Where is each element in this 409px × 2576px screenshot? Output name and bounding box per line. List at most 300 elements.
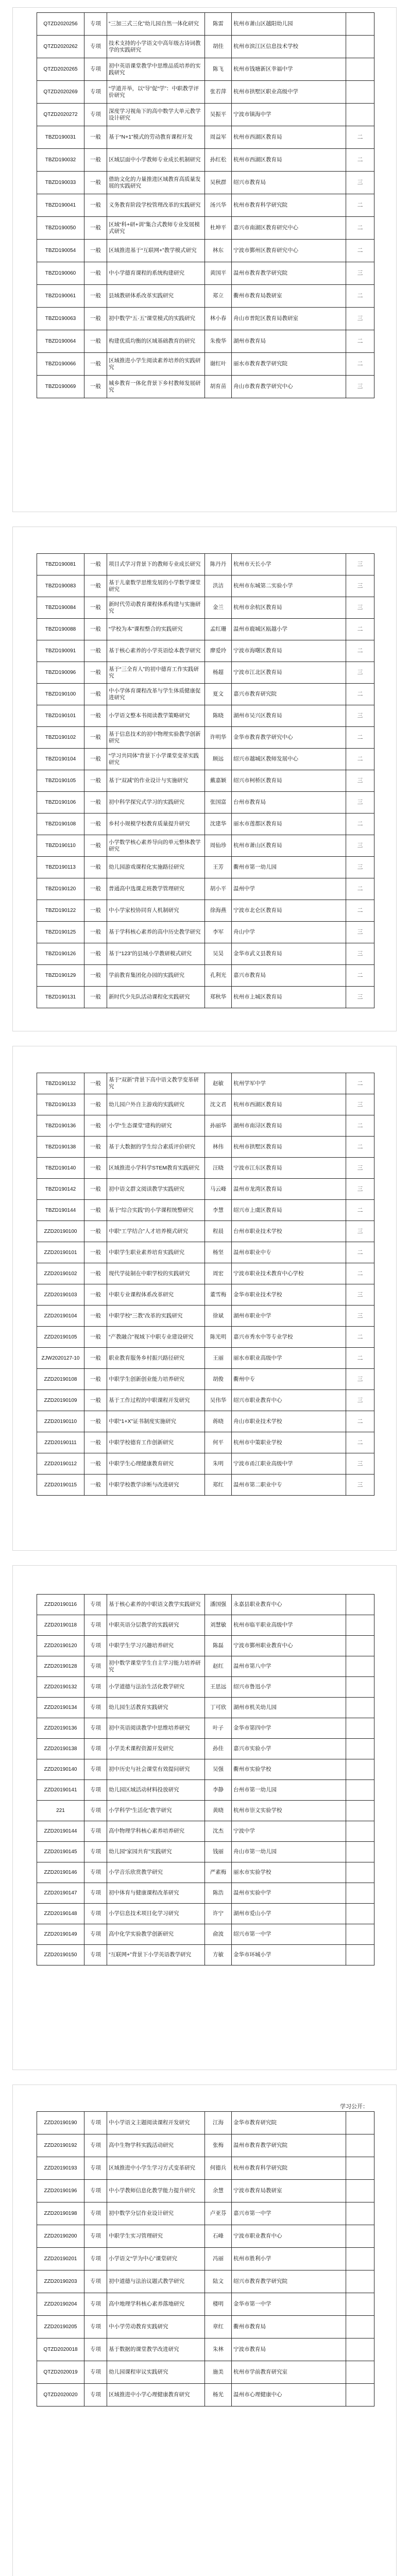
cell-title: “三加三式三化”幼儿园自然一体化研究	[107, 13, 205, 36]
cell-title: 中小学德育课程的系统构建研究	[107, 262, 205, 285]
cell-org: 宁波市教育局	[232, 2338, 346, 2361]
cell-org: 湖州市机关幼儿园	[232, 1698, 346, 1718]
cell-org: 舟山市第一幼儿园	[232, 1842, 346, 1862]
cell-grade: 三	[346, 1179, 374, 1200]
cell-title: 中职学生实习管理研究	[107, 2225, 205, 2248]
cell-title: 乡村小规模学校教育质量提升研究	[107, 814, 205, 835]
cell-grade: 二	[346, 149, 374, 172]
cell-name: 严素梅	[205, 1862, 232, 1883]
cell-id: QTZD2020272	[37, 104, 84, 126]
cell-grade: 二	[346, 217, 374, 240]
cell-org: 杭州市西湖区教育局	[232, 126, 346, 149]
cell-id: TBZD190054	[37, 240, 84, 262]
cell-type: 一般	[84, 684, 107, 705]
cell-title: 城乡教育一体化背景下乡村教师发展研究	[107, 376, 205, 398]
cell-title: 基于“123”的县域小学教研模式研究	[107, 943, 205, 965]
cell-grade	[346, 1636, 374, 1656]
cell-grade: 三	[346, 662, 374, 684]
cell-name: 廖爱玲	[205, 640, 232, 662]
cell-type: 专项	[84, 13, 107, 36]
cell-id: ZZD20190103	[37, 1284, 84, 1306]
cell-name: 程晨	[205, 1221, 232, 1242]
cell-name: 林东	[205, 240, 232, 262]
cell-name: 章红	[205, 2316, 232, 2338]
cell-title: 中职学生心理健康教育研究	[107, 1453, 205, 1475]
cell-org: 杭州市胜利小学	[232, 2248, 346, 2270]
cell-name: 吴伟华	[205, 1390, 232, 1411]
cell-id: ZZD20190204	[37, 2293, 84, 2316]
table-row	[37, 1595, 374, 1615]
cell-org: 杭州市中策职业学校	[232, 1432, 346, 1453]
cell-type: 专项	[84, 2248, 107, 2270]
cell-name: 陈晓	[205, 705, 232, 727]
cell-name: 赵敏	[205, 1073, 232, 1094]
cell-grade: 三	[346, 1369, 374, 1390]
table-row	[37, 262, 374, 285]
cell-name: 杨光	[205, 2384, 232, 2406]
cell-title: 小学信息技术项目化学习研究	[107, 1904, 205, 1924]
cell-name: 周益军	[205, 126, 232, 149]
cell-name: 陈光明	[205, 1327, 232, 1348]
cell-id: ZZD20190144	[37, 1821, 84, 1842]
cell-name: 孟红珊	[205, 619, 232, 640]
table-row	[37, 857, 374, 878]
cell-type: 专项	[84, 2157, 107, 2180]
cell-grade	[346, 1801, 374, 1821]
cell-type: 专项	[84, 2270, 107, 2293]
cell-id: TBZD190091	[37, 640, 84, 662]
table-row	[37, 2293, 374, 2316]
cell-org: 宁波中学	[232, 1821, 346, 1842]
cell-name: 石峰	[205, 2225, 232, 2248]
cell-name: 陈丹丹	[205, 554, 232, 575]
cell-type: 一般	[84, 1137, 107, 1158]
cell-title: 高中生物学科实践活动研究	[107, 2134, 205, 2157]
cell-id: ZZD20190101	[37, 1242, 84, 1263]
table-row	[37, 1432, 374, 1453]
cell-org: 杭州市萧山区越阳幼儿园	[232, 13, 346, 36]
cell-id: TBZD190131	[37, 987, 84, 1008]
cell-grade: 三	[346, 857, 374, 878]
cell-name: 许宁	[205, 1904, 232, 1924]
cell-type: 一般	[84, 878, 107, 900]
cell-type: 一般	[84, 149, 107, 172]
cell-name: 何平	[205, 1432, 232, 1453]
cell-type: 专项	[84, 2112, 107, 2134]
cell-org: 丽水市教育教学研究院	[232, 353, 346, 376]
table-row	[37, 2202, 374, 2225]
cell-name: 王芳	[205, 857, 232, 878]
cell-grade: 二	[346, 749, 374, 770]
cell-grade: 二	[346, 126, 374, 149]
cell-type: 专项	[84, 1883, 107, 1904]
table-row	[37, 1348, 374, 1369]
cell-id: ZZD20190108	[37, 1369, 84, 1390]
table-row	[37, 1137, 374, 1158]
cell-id: ZZD20190203	[37, 2270, 84, 2293]
table-row	[37, 2112, 374, 2134]
cell-title: 基于“三全育人”的初中德育工作实践研究	[107, 662, 205, 684]
cell-grade: 三	[346, 575, 374, 597]
cell-name: 董雪梅	[205, 1284, 232, 1306]
cell-title: 初中道德与法治议题式教学研究	[107, 2270, 205, 2293]
table-row	[37, 1221, 374, 1242]
cell-grade: 三	[346, 943, 374, 965]
cell-type: 专项	[84, 1801, 107, 1821]
cell-org: 杭州市钱塘新区幸福中学	[232, 58, 346, 81]
table-row	[37, 1924, 374, 1945]
cell-grade: 三	[346, 770, 374, 792]
cell-id: 221	[37, 1801, 84, 1821]
cell-org: 杭州市天长小学	[232, 554, 346, 575]
cell-id: TBZD190083	[37, 575, 84, 597]
cell-id: TBZD190132	[37, 1073, 84, 1094]
table-row	[37, 1698, 374, 1718]
cell-name: 胡育苗	[205, 376, 232, 398]
cell-type: 一般	[84, 987, 107, 1008]
cell-grade: 三	[346, 922, 374, 943]
cell-type: 专项	[84, 1656, 107, 1677]
cell-name: 金兰	[205, 597, 232, 619]
cell-id: TBZD190081	[37, 554, 84, 575]
cell-org: 杭州学军中学	[232, 1073, 346, 1094]
cell-title: 基于“双减”的作业设计与实施研究	[107, 770, 205, 792]
cell-title: 幼儿园区域活动材料投放研究	[107, 1780, 205, 1801]
cell-type: 专项	[84, 1821, 107, 1842]
cell-org: 宁波市甬江职业高级中学	[232, 1453, 346, 1475]
cell-org: 杭州市拱墅区职业高级中学	[232, 81, 346, 104]
cell-name: 孔利光	[205, 965, 232, 987]
cell-title: 借助文化的力量推进区域教育高质量发展的实践研究	[107, 172, 205, 194]
cell-grade: 二	[346, 1327, 374, 1348]
cell-org: 杭州市临平职业高级中学	[232, 1615, 346, 1636]
table-row	[37, 81, 374, 104]
cell-name: 施美	[205, 2361, 232, 2384]
table-row	[37, 749, 374, 770]
cell-id: TBZD190106	[37, 792, 84, 814]
document-page-5	[0, 2077, 409, 2576]
cell-grade: 二	[346, 640, 374, 662]
cell-grade	[346, 1945, 374, 1965]
cell-org: 丽水市莲都区教育局	[232, 814, 346, 835]
cell-org: 衢州市实验学校	[232, 1759, 346, 1780]
cell-org: 温州市实验中学	[232, 1883, 346, 1904]
table-row	[37, 1475, 374, 1496]
cell-id: TBZD190122	[37, 900, 84, 922]
cell-type: 一般	[84, 1348, 107, 1369]
page-top-label: 学习公开：	[340, 2104, 368, 2110]
table-row	[37, 987, 374, 1008]
cell-type: 专项	[84, 1862, 107, 1883]
cell-title: “互联网+”背景下小学英语教学研究	[107, 1945, 205, 1965]
cell-name: 周宏	[205, 1263, 232, 1284]
cell-org: 金华市教育研究院	[232, 2112, 346, 2134]
cell-name: 郑红	[205, 1475, 232, 1496]
cell-grade: 三	[346, 1390, 374, 1411]
cell-org: 杭州市上城区教育局	[232, 987, 346, 1008]
cell-id: TBZD190104	[37, 749, 84, 770]
cell-grade: 二	[346, 330, 374, 353]
cell-grade: 二	[346, 1348, 374, 1369]
cell-org: 绍兴市职业教育中心	[232, 1390, 346, 1411]
cell-org: 宁波市职业教育中心	[232, 2225, 346, 2248]
cell-title: 小学语文整本书阅读教学策略研究	[107, 705, 205, 727]
cell-name: 朱俊华	[205, 330, 232, 353]
cell-id: ZZD20190148	[37, 1904, 84, 1924]
cell-grade	[346, 2384, 374, 2406]
cell-org: 杭州市教育科学研究院	[232, 2157, 346, 2180]
cell-type: 专项	[84, 81, 107, 104]
cell-type: 一般	[84, 749, 107, 770]
cell-grade	[346, 1780, 374, 1801]
cell-name: 顾远	[205, 749, 232, 770]
cell-grade	[346, 81, 374, 104]
cell-grade	[346, 2225, 374, 2248]
table-row	[37, 1158, 374, 1179]
cell-org: 温州中学	[232, 878, 346, 900]
cell-title: 基于信息技术的初中物理实验教学创新研究	[107, 727, 205, 749]
cell-grade	[346, 1595, 374, 1615]
cell-org: 湖州市教育局	[232, 330, 346, 353]
cell-title: 中职学校“三教”改革的实践研究	[107, 1306, 205, 1327]
cell-type: 一般	[84, 792, 107, 814]
cell-org: 绍兴市越城区教师发展中心	[232, 749, 346, 770]
project-table-2	[37, 553, 374, 1008]
cell-org: 宁波市教育局教研室	[232, 2180, 346, 2202]
table-row	[37, 13, 374, 36]
cell-id: QTZD2020020	[37, 2384, 84, 2406]
cell-type: 一般	[84, 640, 107, 662]
cell-title: 技术支持的小学语文中高年级古诗词教学的实践研究	[107, 36, 205, 58]
cell-title: 小学数学核心素养导向的单元整体教学研究	[107, 835, 205, 857]
cell-title: 基于核心素养的中职语文教学实践研究	[107, 1595, 205, 1615]
cell-title: 初中数学课堂学生自主学习能力培养研究	[107, 1656, 205, 1677]
cell-org: 温州市职业中专	[232, 1242, 346, 1263]
cell-id: TBZD190033	[37, 172, 84, 194]
cell-title: 基于“综合实践”的小学课程统整研究	[107, 1200, 205, 1221]
cell-grade: 三	[346, 597, 374, 619]
cell-type: 一般	[84, 1263, 107, 1284]
cell-id: ZZD20190134	[37, 1698, 84, 1718]
cell-name: 杜坤平	[205, 217, 232, 240]
table-row	[37, 285, 374, 308]
cell-title: 职业教育服务乡村振兴路径研究	[107, 1348, 205, 1369]
cell-type: 专项	[84, 1780, 107, 1801]
cell-name: 冯丽	[205, 2248, 232, 2270]
cell-type: 一般	[84, 1179, 107, 1200]
cell-type: 一般	[84, 857, 107, 878]
cell-title: 普通高中选课走班教学管理研究	[107, 878, 205, 900]
table-row	[37, 943, 374, 965]
cell-id: TBZD190120	[37, 878, 84, 900]
cell-org: 金华市环城小学	[232, 1945, 346, 1965]
table-row	[37, 2225, 374, 2248]
cell-id: TBZD190061	[37, 285, 84, 308]
table-row	[37, 1759, 374, 1780]
cell-id: ZJW2020127-10	[37, 1348, 84, 1369]
cell-title: 构建优质均衡的区域基础教育的研究	[107, 330, 205, 353]
cell-grade	[346, 2180, 374, 2202]
cell-type: 一般	[84, 619, 107, 640]
table-row	[37, 2316, 374, 2338]
cell-id: ZZD20190120	[37, 1636, 84, 1656]
project-table-4	[37, 1594, 374, 1965]
table-row	[37, 2361, 374, 2384]
cell-type: 专项	[84, 1698, 107, 1718]
cell-grade: 三	[346, 1094, 374, 1115]
table-row	[37, 1945, 374, 1965]
cell-grade: 二	[346, 194, 374, 217]
cell-name: 吴振平	[205, 104, 232, 126]
cell-title: 基于儿童数学思维发展的小学数学课堂研究	[107, 575, 205, 597]
table-row	[37, 900, 374, 922]
cell-title: 小学道德与法治生活化教学研究	[107, 1677, 205, 1698]
cell-grade: 二	[346, 965, 374, 987]
cell-type: 专项	[84, 1759, 107, 1780]
table-row	[37, 1801, 374, 1821]
cell-name: 张若萍	[205, 81, 232, 104]
table-row	[37, 640, 374, 662]
table-row	[37, 172, 374, 194]
cell-id: ZZD20190192	[37, 2134, 84, 2157]
table-row	[37, 149, 374, 172]
cell-org: 宁波市镇海中学	[232, 104, 346, 126]
cell-id: ZZD20190146	[37, 1862, 84, 1883]
cell-title: 区域推进中小学心理健康教育研究	[107, 2384, 205, 2406]
cell-name: 李静	[205, 1780, 232, 1801]
cell-grade: 三	[346, 308, 374, 330]
cell-grade: 二	[346, 1115, 374, 1137]
cell-grade: 三	[346, 987, 374, 1008]
cell-org: 宁波市职业技术教育中心学校	[232, 1263, 346, 1284]
document-page-4	[0, 1558, 409, 2077]
cell-type: 一般	[84, 1411, 107, 1432]
cell-name: 陈雷	[205, 13, 232, 36]
cell-grade	[346, 1904, 374, 1924]
cell-name: 何德兵	[205, 2157, 232, 2180]
cell-grade: 二	[346, 240, 374, 262]
cell-grade: 二	[346, 1432, 374, 1453]
cell-title: 基于核心素养的小学英语绘本教学研究	[107, 640, 205, 662]
cell-name: 谢红叶	[205, 353, 232, 376]
cell-id: ZZD20190145	[37, 1842, 84, 1862]
cell-id: ZZD20190136	[37, 1718, 84, 1739]
cell-id: ZZD20190105	[37, 1327, 84, 1348]
cell-type: 一般	[84, 1200, 107, 1221]
cell-name: 吴秋群	[205, 172, 232, 194]
cell-org: 金华市武义县教育局	[232, 943, 346, 965]
cell-type: 一般	[84, 376, 107, 398]
cell-id: TBZD190129	[37, 965, 84, 987]
cell-grade	[346, 2248, 374, 2270]
cell-org: 湖州市爱山小学	[232, 1904, 346, 1924]
cell-grade: 三	[346, 1453, 374, 1475]
cell-id: ZZD20190190	[37, 2112, 84, 2134]
cell-id: TBZD190102	[37, 727, 84, 749]
cell-org: 温州市龙湾区教育局	[232, 1179, 346, 1200]
cell-title: 中职学校德育工作创新研究	[107, 1432, 205, 1453]
table-row	[37, 1200, 374, 1221]
table-row	[37, 619, 374, 640]
cell-type: 一般	[84, 1327, 107, 1348]
cell-grade: 二	[346, 619, 374, 640]
cell-id: TBZD190126	[37, 943, 84, 965]
document-page-2	[0, 519, 409, 1039]
cell-type: 专项	[84, 1615, 107, 1636]
cell-type: 一般	[84, 1432, 107, 1453]
cell-type: 一般	[84, 194, 107, 217]
cell-type: 专项	[84, 1842, 107, 1862]
cell-grade: 三	[346, 705, 374, 727]
cell-id: ZZD20190104	[37, 1306, 84, 1327]
cell-id: QTZD2020019	[37, 2361, 84, 2384]
table-row	[37, 2157, 374, 2180]
cell-title: 现代学徒制在中职学校的实践研究	[107, 1263, 205, 1284]
cell-org: 衢州市第一幼儿园	[232, 857, 346, 878]
cell-title: 基于数据的课堂教学改进研究	[107, 2338, 205, 2361]
cell-name: 黄国平	[205, 262, 232, 285]
cell-type: 一般	[84, 1073, 107, 1094]
table-row	[37, 217, 374, 240]
cell-id: QTZD2020256	[37, 13, 84, 36]
table-row	[37, 1780, 374, 1801]
cell-grade: 二	[346, 814, 374, 835]
cell-grade	[346, 104, 374, 126]
table-row	[37, 1284, 374, 1306]
cell-title: 初中体育与健康课程改革研究	[107, 1883, 205, 1904]
cell-title: 区域层面中小学教师专业成长机制研究	[107, 149, 205, 172]
cell-type: 一般	[84, 172, 107, 194]
cell-name: 刘慧敏	[205, 1615, 232, 1636]
cell-name: 郑立	[205, 285, 232, 308]
cell-type: 一般	[84, 1306, 107, 1327]
cell-id: QTZD2020262	[37, 36, 84, 58]
cell-id: QTZD2020018	[37, 2338, 84, 2361]
cell-id: QTZD2020269	[37, 81, 84, 104]
cell-grade	[346, 1821, 374, 1842]
cell-id: TBZD190096	[37, 662, 84, 684]
cell-title: 中小学语文主题阅读课程开发研究	[107, 2112, 205, 2134]
cell-name: 李军	[205, 922, 232, 943]
cell-type: 专项	[84, 1945, 107, 1965]
cell-id: ZZD20190110	[37, 1411, 84, 1432]
cell-id: TBZD190050	[37, 217, 84, 240]
cell-type: 专项	[84, 2293, 107, 2316]
cell-grade	[346, 36, 374, 58]
cell-id: ZZD20190100	[37, 1221, 84, 1242]
cell-title: 初中历史与社会课堂有效提问研究	[107, 1759, 205, 1780]
cell-org: 金华市第四中学	[232, 1718, 346, 1739]
table-row	[37, 376, 374, 398]
cell-org: 嘉兴市教育局	[232, 965, 346, 987]
table-row	[37, 1242, 374, 1263]
table-row	[37, 1327, 374, 1348]
cell-title: 学前教育集团化办园的实践研究	[107, 965, 205, 987]
table-row	[37, 727, 374, 749]
cell-org: 宁波市鄞州职业教育中心	[232, 1636, 346, 1656]
cell-name: 周仙珍	[205, 835, 232, 857]
cell-name: 陆文	[205, 2270, 232, 2293]
cell-name: 叶子	[205, 1718, 232, 1739]
cell-grade: 二	[346, 1200, 374, 1221]
cell-title: 幼儿园“家园共育”实践研究	[107, 1842, 205, 1862]
cell-id: TBZD190064	[37, 330, 84, 353]
cell-id: ZZD20190109	[37, 1390, 84, 1411]
cell-title: 小学美术课程资源开发研究	[107, 1739, 205, 1759]
cell-name: 夏文	[205, 684, 232, 705]
cell-name: 江海	[205, 2112, 232, 2134]
cell-name: 赵红	[205, 1656, 232, 1677]
